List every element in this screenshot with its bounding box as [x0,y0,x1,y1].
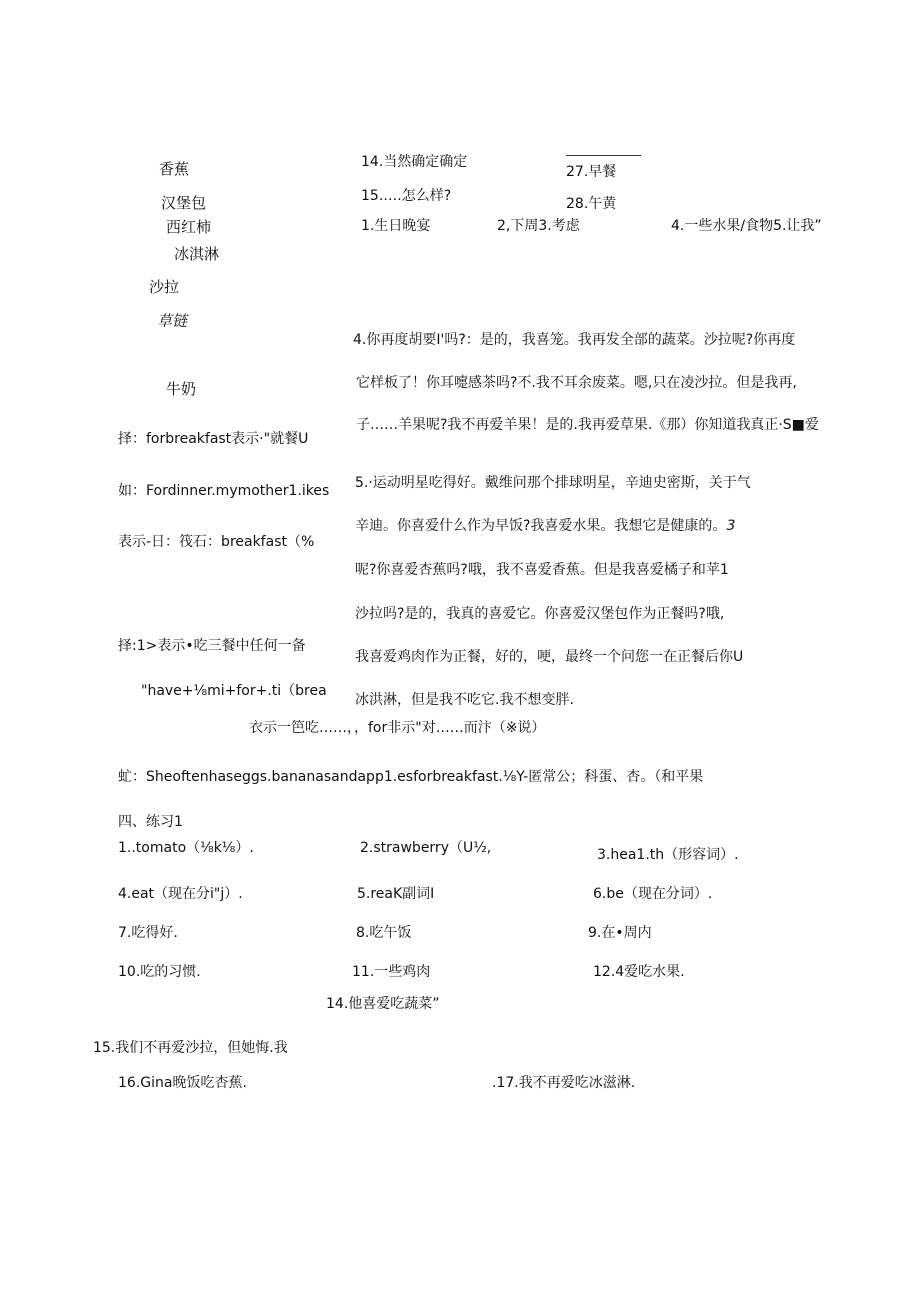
passage-a-line-2: 它样板了！你耳嚏感茶吗?不.我不耳余废菜。嗯,只在凌沙拉。但是我再, [356,375,797,391]
blank-line [566,155,641,156]
passage-b-line-6: 冰洪淋，但是我不吃它.我不想变胖. [355,692,574,708]
exercise-heading: 四、练习1 [118,814,183,830]
vocab-item-14: 14.当然确定确定 [361,154,468,170]
exercise-q14: 14.他喜爱吃蔬菜” [326,996,440,1012]
vocab-milk: 牛奶 [166,380,197,398]
grammar-note-3: 表示-日：筏石：breakfast（% [118,534,315,550]
vocab-strawberry: 草链 [157,312,188,330]
passage-a-line-3: 子……羊果呢?我不再爱羊果！是的.我再爱草果.《那）你知道我真正·S■爱 [356,417,819,433]
exercise-q5: 5.reaK副词I [357,886,435,902]
exercise-q11: 11.一些鸡肉 [352,964,431,980]
grammar-example: 虻：Sheoftenhaseggs.bananasandapp1.esforbreakfast.⅛Y-匿常公；科蛋、杏。（和平果 [118,769,704,785]
exercise-q3: 3.hea1.th（形容词）. [597,847,739,863]
exercise-q6: 6.be（现在分词）. [593,886,713,902]
passage-b-line-2 [355,516,735,536]
vocab-item-27: 27.早餐 [566,164,617,180]
passage-a-line-1: 4.你再度胡要I'吗?：是的，我喜笼。我再发全部的蔬菜。沙拉呢?你再度 [353,332,796,348]
passage-b-line-2-tail: 3 [726,518,736,534]
phrase-next-week: 2,下周3.考虑 [497,218,580,234]
phrase-some-fruit: 4.一些水果/食物5.让我” [671,218,822,234]
grammar-note-1: 择：forbreakfast表示·"就餐U [118,431,309,447]
exercise-q7: 7.吃得好. [118,925,178,941]
exercise-q2: 2.strawberry（U½, [360,840,492,856]
grammar-note-2: 如：Fordinner.mymother1.ikes [118,483,330,499]
exercise-q12: 12.4爱吃水果. [593,964,685,980]
passage-b-line-1: 5.·运动明星吃得好。戴维问那个排球明星，辛迪史密斯，关于气 [355,475,751,491]
passage-b-line-3: 呢?你喜爱杏蕉吗?哦，我不喜爱香蕉。但是我喜爱橘子和苹1 [355,562,729,578]
exercise-q10: 10.吃的习惯. [118,964,201,980]
vocab-banana: 香蕉 [159,160,190,178]
vocab-item-15: 15.….怎么样? [361,188,452,204]
vocab-ice-cream: 冰淇淋 [174,245,220,263]
exercise-q4: 4.eat（现在分i"j）. [118,886,243,902]
vocab-hamburger: 汉堡包 [161,194,207,212]
phrase-birthday-dinner: 1.生日晚宴 [361,218,431,234]
vocab-salad: 沙拉 [149,278,180,296]
exercise-q9: 9.在•周内 [588,925,652,941]
grammar-note-5: "have+⅛mi+for+.ti（brea [141,683,327,699]
passage-b-line-5: 我喜爱鸡肉作为正餐，好的，哽，最终一个问您一在正餐后你U [355,649,744,665]
exercise-q8: 8.吃午饭 [356,925,412,941]
vocab-item-28: 28.午黄 [566,196,617,212]
exercise-q15: 15.我们不再爱沙拉，但她悔.我 [93,1040,288,1056]
passage-b-line-4: 沙拉吗?是的，我真的喜爱它。你喜爱汉堡包作为正餐吗?哦, [355,606,725,622]
grammar-note-6: 衣示一笆吃……，，for非示"对……而汴（※说） [249,720,546,736]
grammar-note-4: 择:1>表示•吃三餐中任何一备 [118,638,306,654]
exercise-q16: 16.Gina晚饭吃杏蕉. [118,1075,247,1091]
exercise-q17: .17.我不再爱吃冰滋淋. [492,1075,636,1091]
vocab-tomato: 西红柿 [166,218,212,236]
passage-b-line-2-text: 辛迪。你喜爱什么作为早饭?我喜爱水果。我想它是健康的。 [355,518,727,534]
exercise-q1: 1..tomato（⅛k⅛）. [118,840,254,856]
